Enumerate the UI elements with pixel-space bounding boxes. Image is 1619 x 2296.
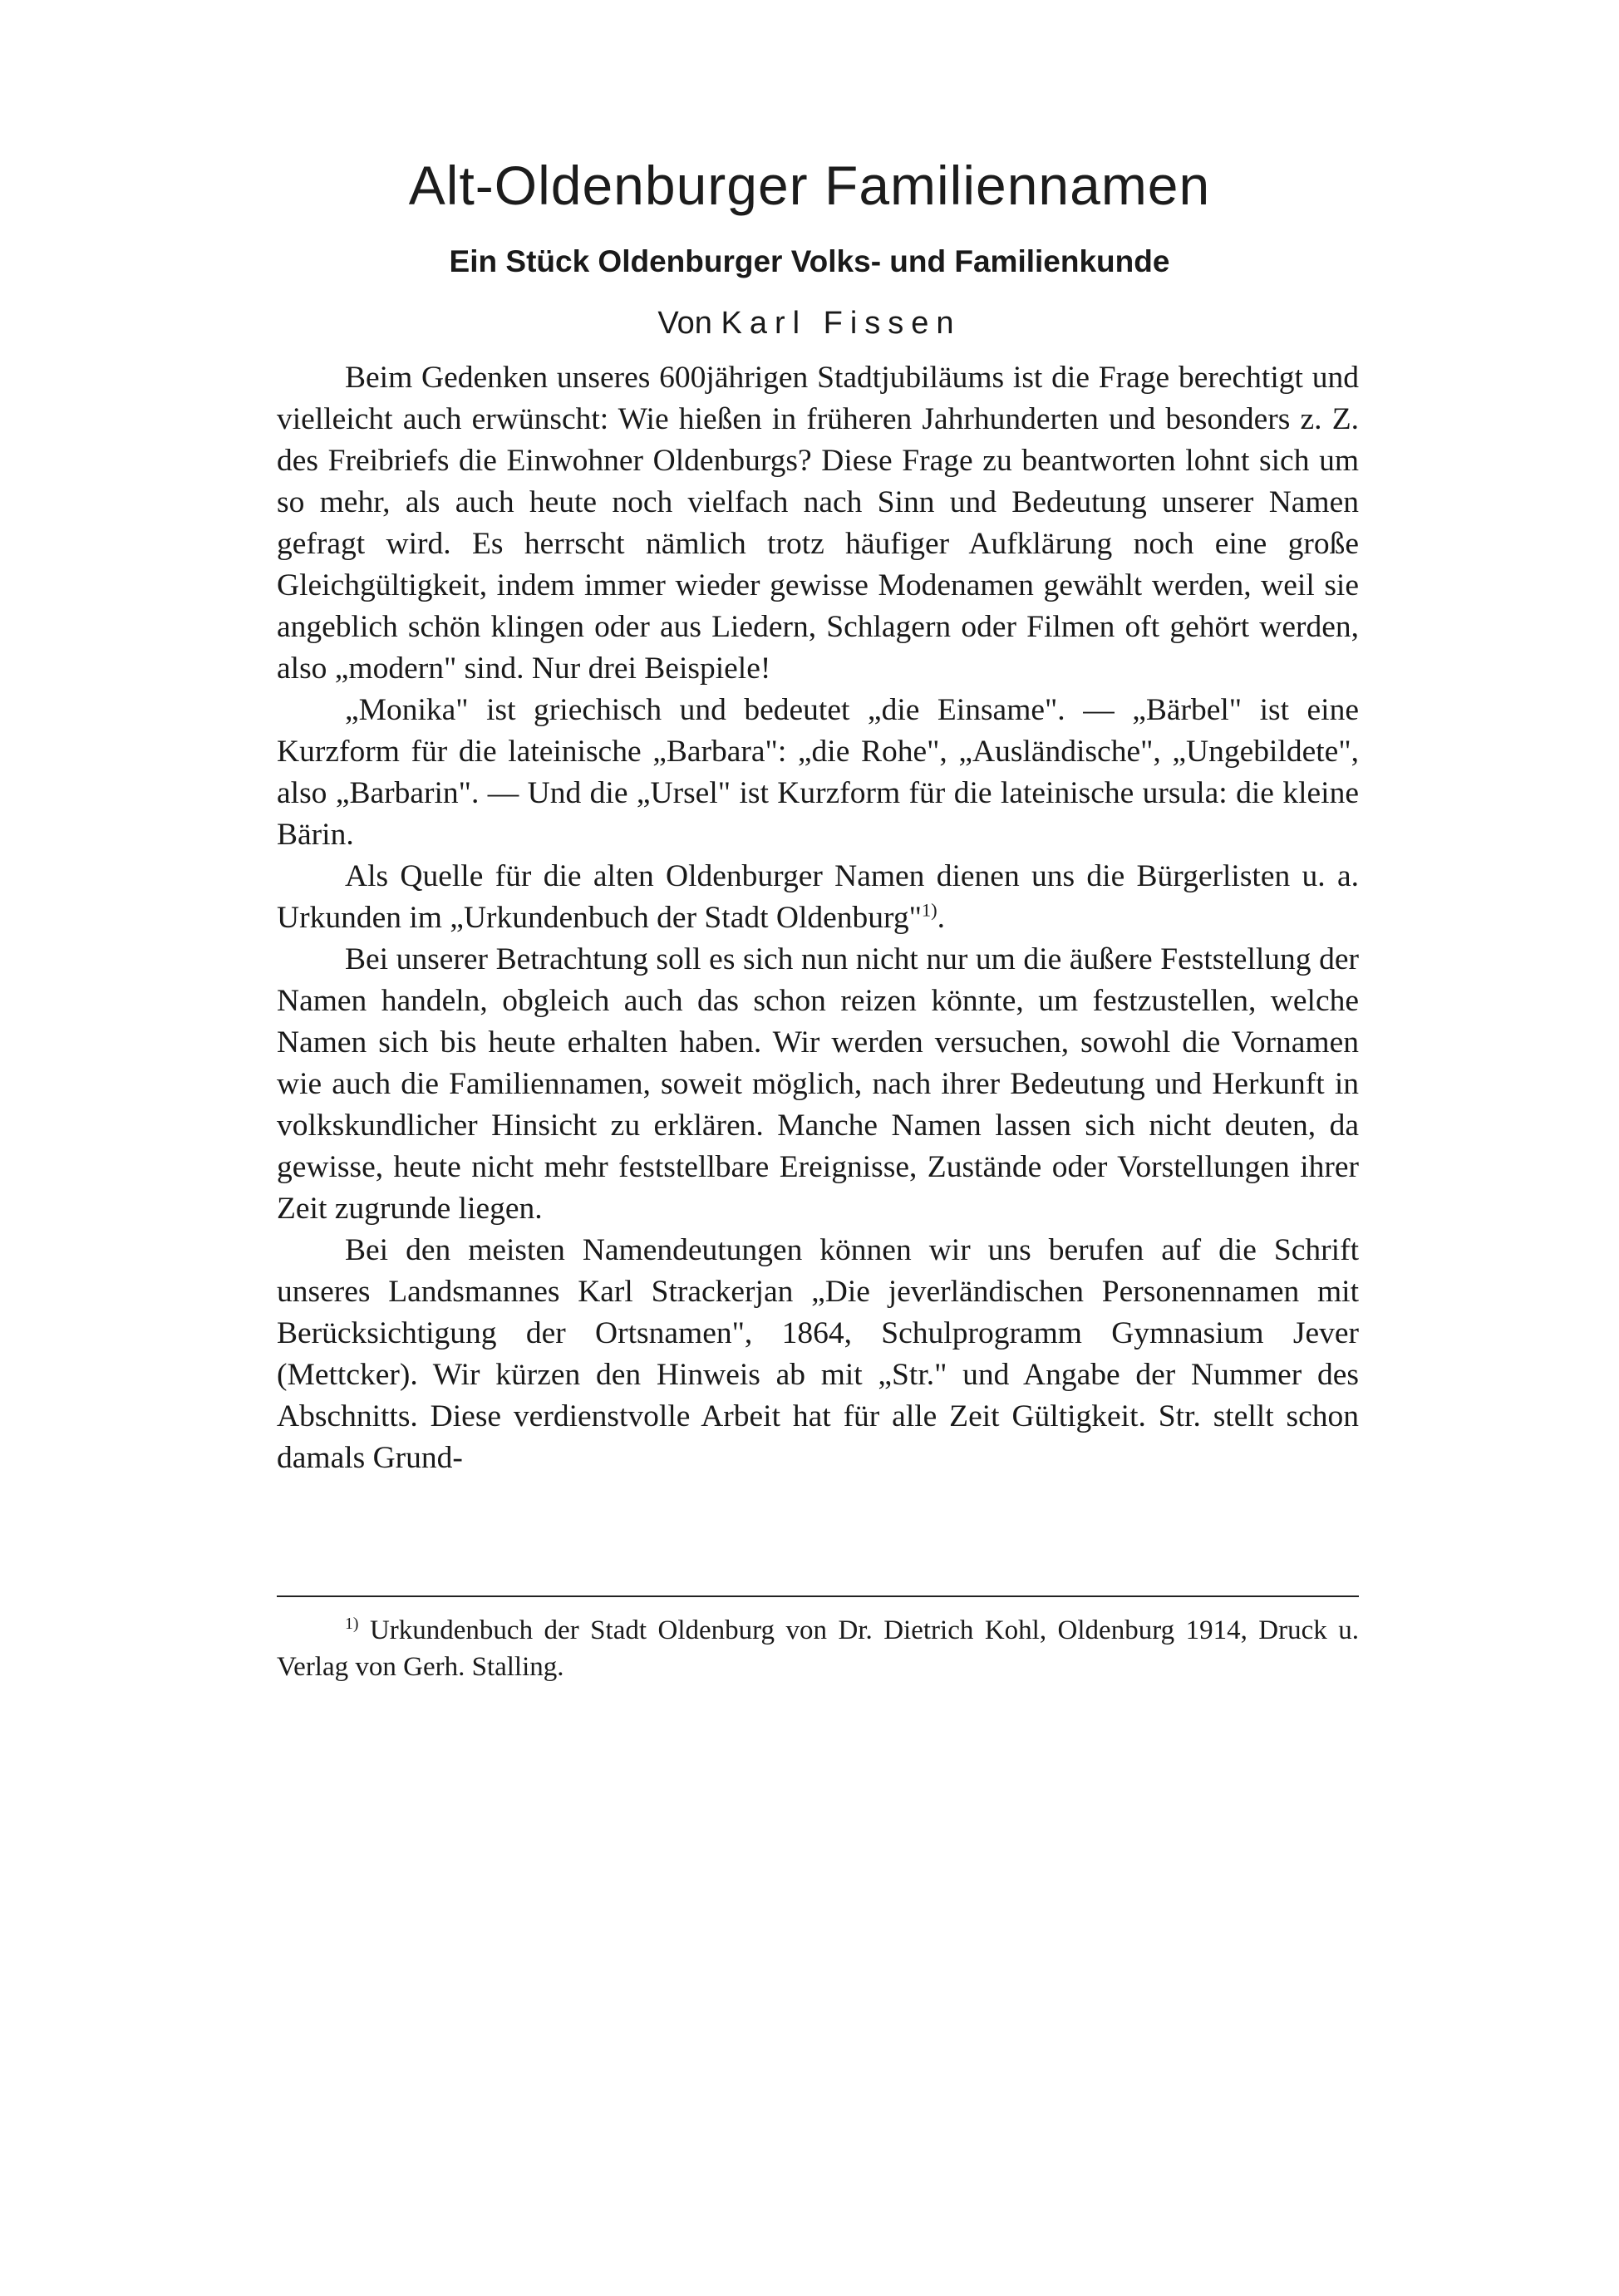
article-subtitle: Ein Stück Oldenburger Volks- und Familienkunde <box>449 244 1170 278</box>
paragraph-3 <box>277 856 1359 939</box>
author-name: Karl Fissen <box>721 306 962 341</box>
footnote-reference: 1) <box>921 899 937 921</box>
paragraph-5: Bei den meisten Namendeutungen können wir uns berufen auf die Schrift unseres Landsmannes Karl Strackerjan „Die jeverländischen Personennamen mit Berücksichtigung der Ortsnamen", 1864, Schulprogramm Gymnasium Jever (Mettcker). Wir kürzen den Hinweis ab mit „Str." und Angabe der Nummer des Abschnitts. Diese verdienstvolle Arbeit hat für alle Zeit Gültigkeit. Str. stellt schon damals Grund- <box>277 1233 1359 1475</box>
paragraph-3-text: Als Quelle für die alten Oldenburger Namen dienen uns die Bürgerlisten u. a. Urkunden im „Urkundenbuch der Stadt Oldenburg" <box>277 859 1359 935</box>
footnote-marker: 1) <box>345 1615 359 1633</box>
footnote-divider <box>277 1595 1359 1597</box>
article-body <box>277 357 1359 1479</box>
paragraph-3-tail: . <box>937 901 946 935</box>
byline-prefix: Von <box>657 306 721 341</box>
paragraph-4: Bei unserer Betrachtung soll es sich nun nicht nur um die äußere Feststellung der Namen handeln, obgleich auch das schon reizen könnte, um festzustellen, welche Namen sich bis heute erhalten haben. Wir werden versuchen, sowohl die Vornamen wie auch die Familiennamen, soweit möglich, nach ihrer Bedeutung und Herkunft in volkskundlicher Hinsicht zu erklären. Manche Namen lassen sich nicht deuten, da gewisse, heute nicht mehr feststellbare Ereignisse, Zustände oder Vorstellungen ihrer Zeit zugrunde liegen. <box>277 942 1359 1226</box>
paragraph-1: Beim Gedenken unseres 600jährigen Stadtjubiläums ist die Frage berechtigt und vielleicht auch erwünscht: Wie hießen in früheren Jahrhunderten und besonders z. Z. des Freibriefs die Einwohner Oldenburgs? Diese Frage zu beantworten lohnt sich um so mehr, als auch heute noch vielfach nach Sinn und Bedeutung unserer Namen gefragt wird. Es herrscht nämlich trotz häufiger Aufklärung noch eine große Gleichgültigkeit, indem immer wieder gewisse Modenamen gewählt werden, weil sie angeblich schön klingen oder aus Liedern, Schlagern oder Filmen oft gehört werden, also „modern" sind. Nur drei Beispiele! <box>277 361 1359 686</box>
article-byline <box>0 307 1619 339</box>
paragraph-2: „Monika" ist griechisch und bedeutet „die Einsame". — „Bärbel" ist eine Kurzform für die lateinische „Barbara": „die Rohe", „Ausländische", „Ungebildete", also „Barbarin". — Und die „Ursel" ist Kurzform für die lateinische ursula: die kleine Bärin. <box>277 693 1359 852</box>
article-title: Alt-Oldenburger Familiennamen <box>408 155 1211 216</box>
footnote <box>277 1612 1359 1685</box>
footnote-text: Urkundenbuch der Stadt Oldenburg von Dr. Dietrich Kohl, Oldenburg 1914, Druck u. Verlag von Gerh. Stalling. <box>277 1615 1359 1682</box>
